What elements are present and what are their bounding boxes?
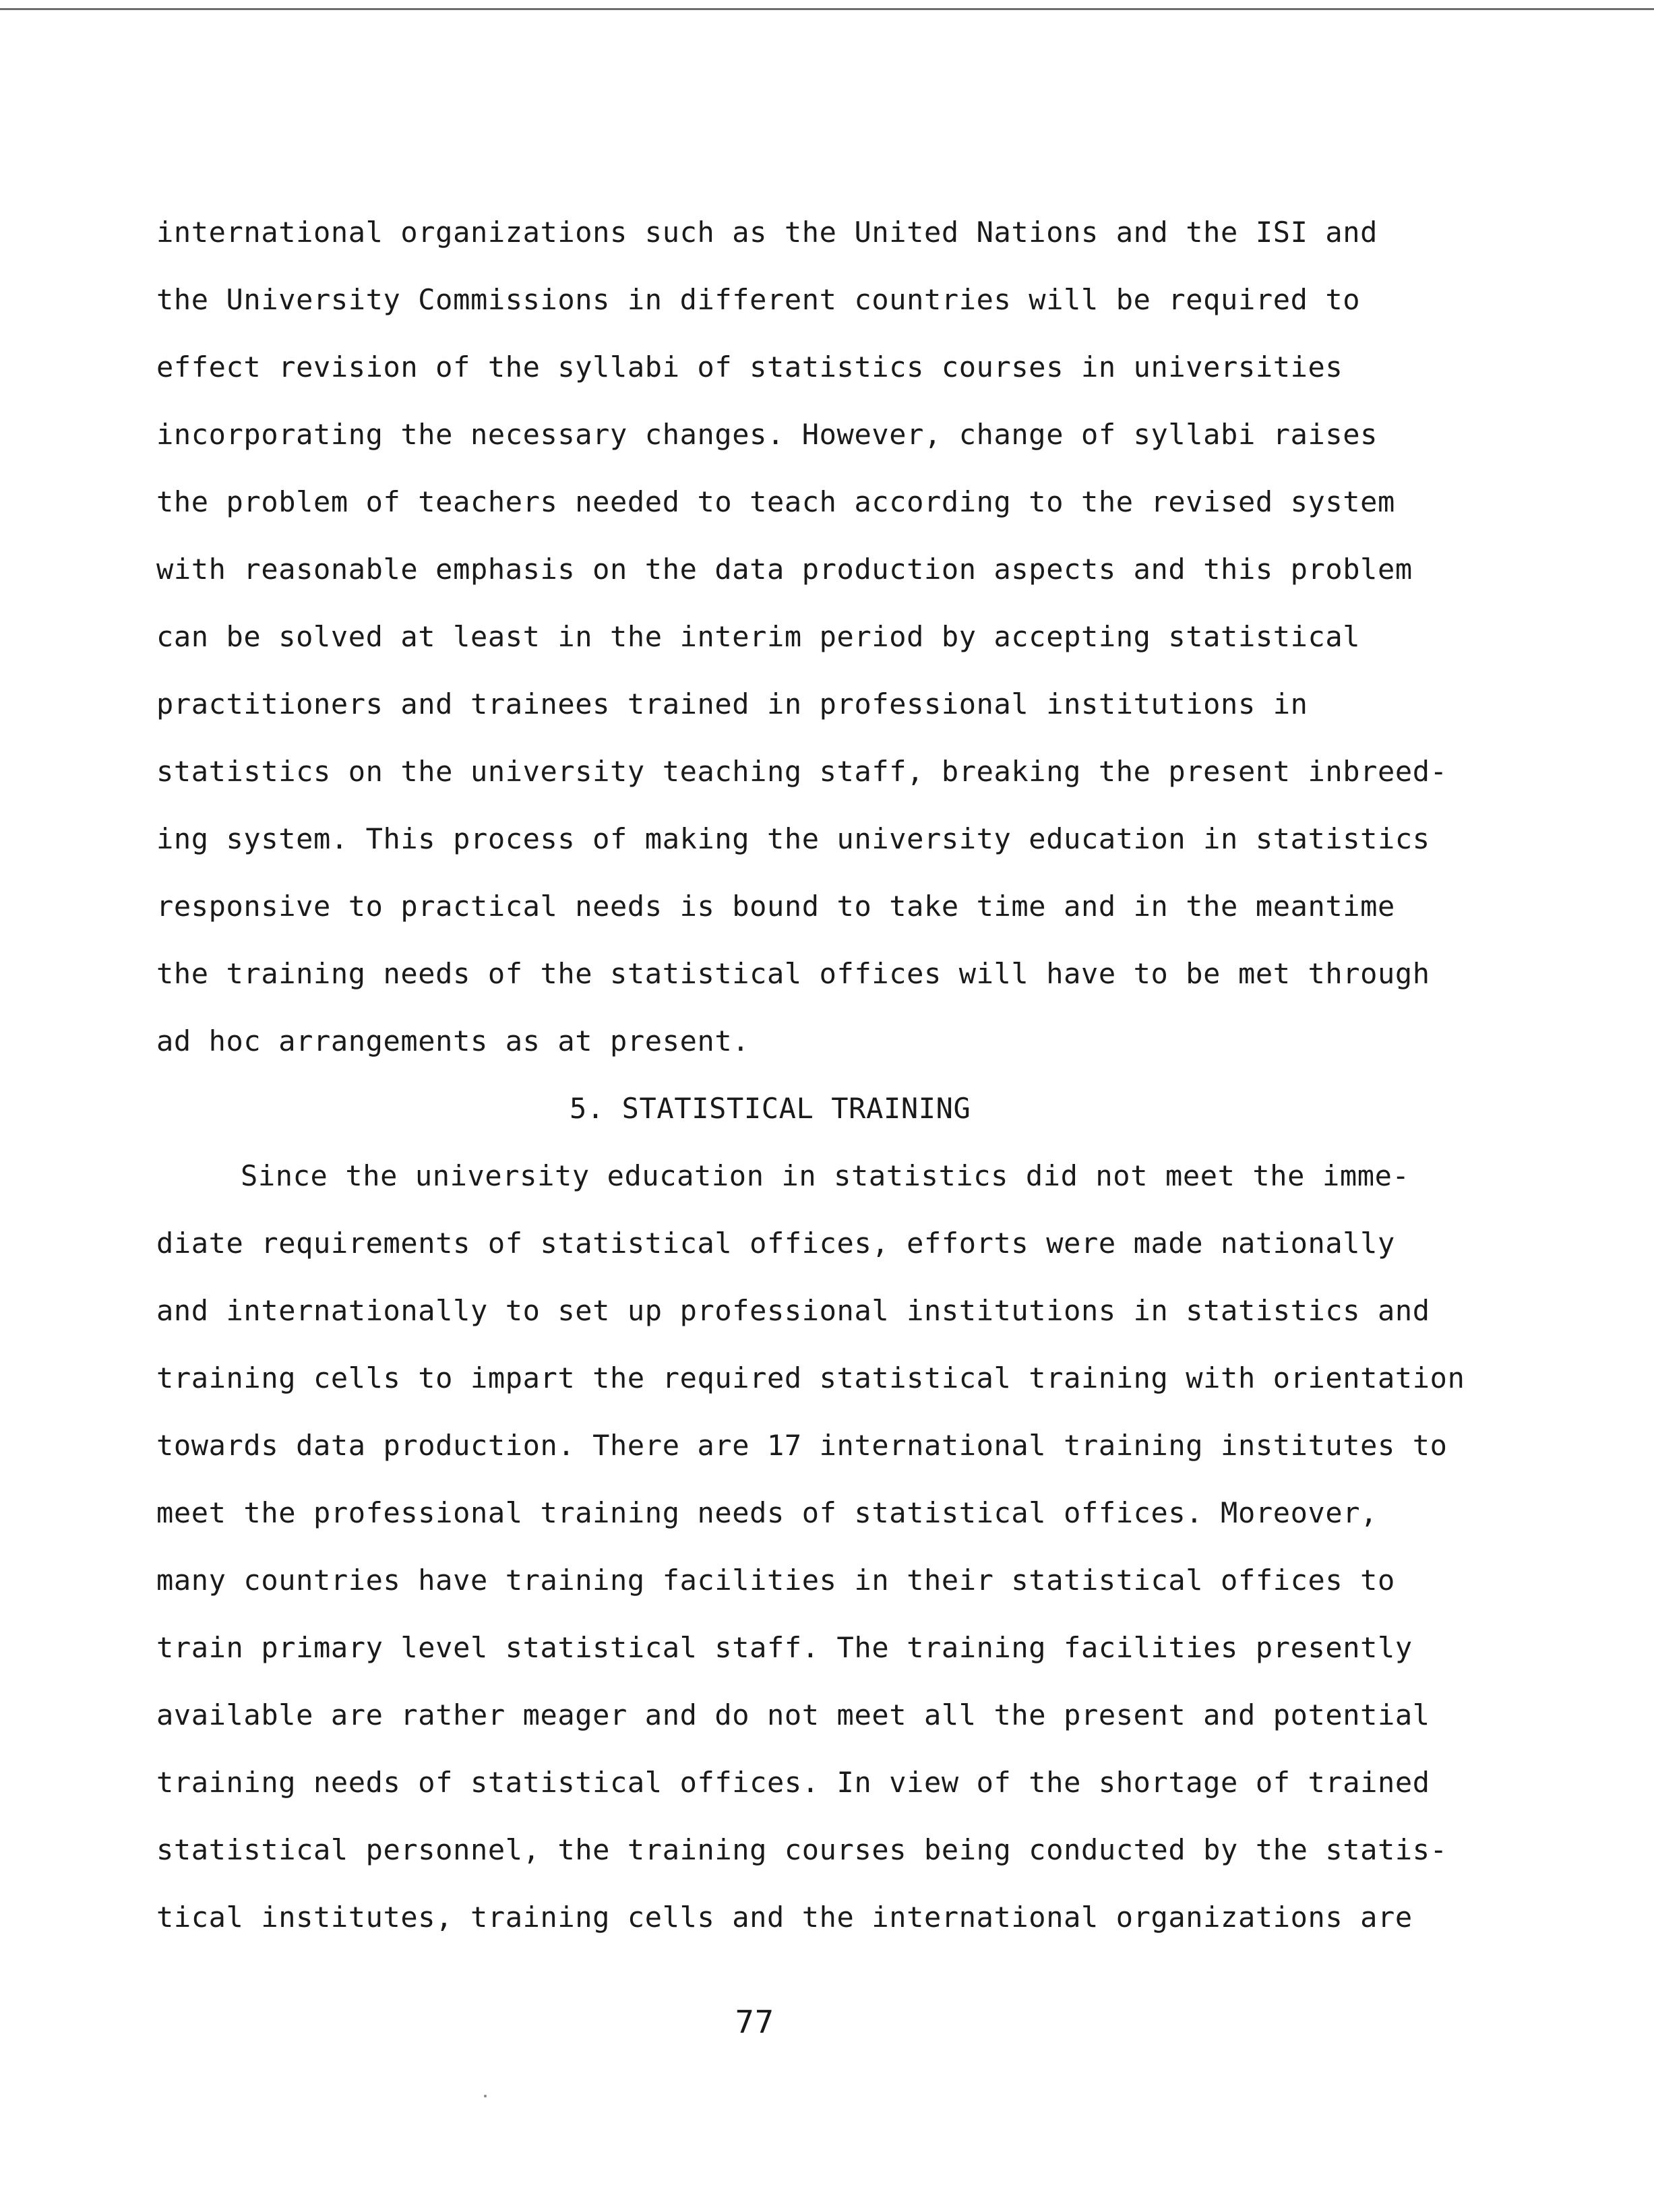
text-line: available are rather meager and do not meet all the present and potential — [156, 1698, 1430, 1731]
text-line: the training needs of the statistical offices will have to be met through — [156, 957, 1430, 990]
top-rule — [0, 8, 1654, 10]
text-line: the problem of teachers needed to teach according to the revised system — [156, 485, 1395, 518]
text-line: statistics on the university teaching staff, breaking the present inbreed- — [156, 755, 1448, 788]
text-line: with reasonable emphasis on the data production aspects and this problem — [156, 553, 1413, 586]
text-line: training cells to impart the required statistical training with orientation — [156, 1361, 1465, 1394]
text-line: training needs of statistical offices. In view of the shortage of trained — [156, 1766, 1430, 1799]
text-line: statistical personnel, the training courses being conducted by the statis- — [156, 1833, 1448, 1866]
page-number: 77 — [735, 2004, 774, 2040]
paragraph-2 — [156, 1142, 1464, 1951]
text-line: and internationally to set up professional institutions in statistics and — [156, 1294, 1430, 1327]
text-line: Since the university education in statistics did not meet the imme- — [241, 1159, 1410, 1192]
text-line: towards data production. There are 17 international training institutes to — [156, 1429, 1448, 1462]
text-line: the University Commissions in different countries will be required to — [156, 283, 1361, 316]
text-line: international organizations such as the United Nations and the ISI and — [156, 216, 1378, 249]
text-line: can be solved at least in the interim period by accepting statistical — [156, 620, 1361, 653]
text-line: train primary level statistical staff. The training facilities presently — [156, 1631, 1413, 1664]
scan-speck — [484, 2095, 487, 2097]
text-line: ing system. This process of making the university education in statistics — [156, 822, 1430, 855]
text-line: ad hoc arrangements as at present. — [156, 1024, 750, 1057]
text-line: many countries have training facilities in their statistical offices to — [156, 1564, 1395, 1597]
paragraph-1 — [156, 199, 1464, 1075]
text-line: diate requirements of statistical offices, efforts were made nationally — [156, 1227, 1395, 1260]
section-heading: 5. STATISTICAL TRAINING — [570, 1092, 971, 1125]
text-line: tical institutes, training cells and the international organizations are — [156, 1901, 1413, 1934]
text-line: responsive to practical needs is bound to take time and in the meantime — [156, 890, 1395, 923]
text-line: meet the professional training needs of statistical offices. Moreover, — [156, 1496, 1378, 1529]
text-line: effect revision of the syllabi of statistics courses in universities — [156, 350, 1343, 383]
text-line: incorporating the necessary changes. However, change of syllabi raises — [156, 418, 1378, 451]
text-line: practitioners and trainees trained in professional institutions in — [156, 687, 1308, 720]
